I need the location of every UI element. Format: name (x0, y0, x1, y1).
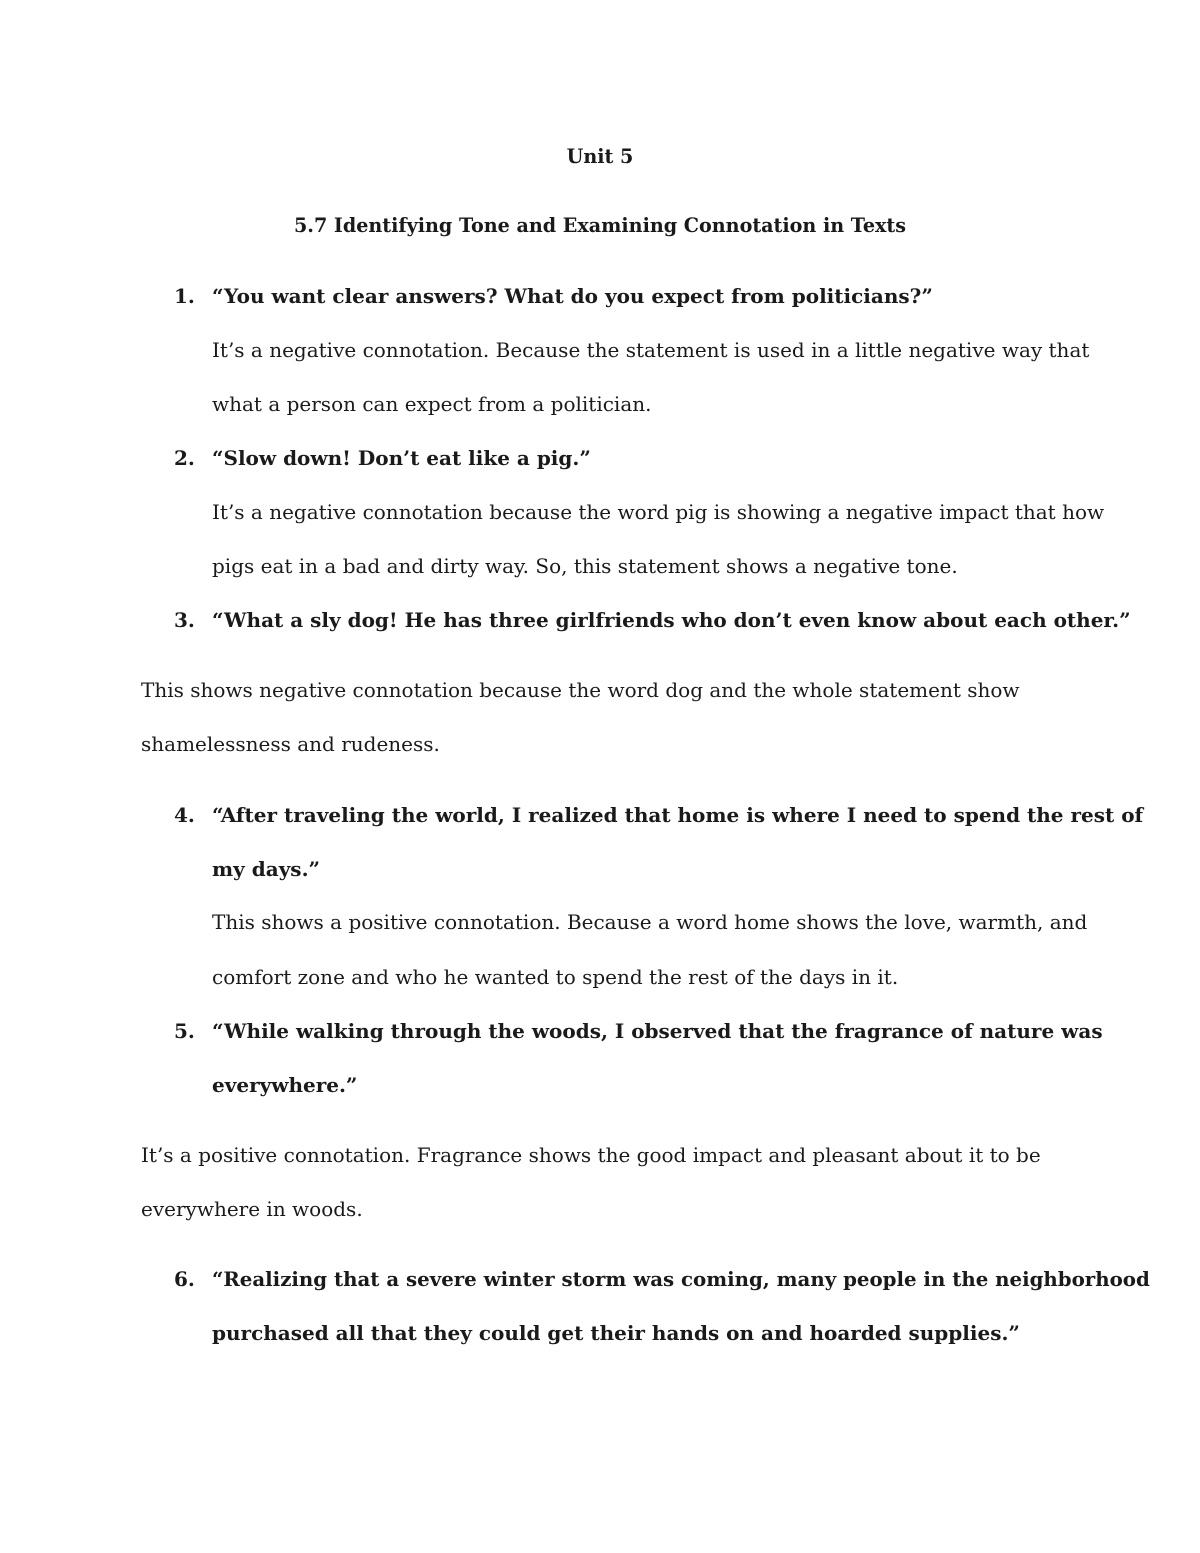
item-answer: This shows negative connotation because the word dog and the whole statement show (141, 678, 1020, 702)
item-quote: “After traveling the world, I realized that home is where I need to spend the rest of (212, 803, 1144, 827)
item-quote: “What a sly dog! He has three girlfriends who don’t even know about each other.” (212, 608, 1131, 632)
item-quote: purchased all that they could get their hands on and hoarded supplies.” (212, 1321, 1020, 1345)
item-answer: everywhere in woods. (141, 1197, 363, 1221)
item-number: 1. (174, 284, 195, 308)
item-quote: my days.” (212, 857, 321, 881)
item-number: 2. (174, 446, 195, 470)
item-number: 6. (174, 1267, 195, 1291)
item-quote: everywhere.” (212, 1073, 358, 1097)
item-answer: shamelessness and rudeness. (141, 732, 440, 756)
item-quote: “Realizing that a severe winter storm was coming, many people in the neighborhood (212, 1267, 1150, 1291)
item-answer: It’s a negative connotation. Because the statement is used in a little negative way that (212, 338, 1090, 362)
item-quote: “Slow down! Don’t eat like a pig.” (212, 446, 591, 470)
item-number: 5. (174, 1019, 195, 1043)
item-answer: what a person can expect from a politician. (212, 392, 652, 416)
item-quote: “While walking through the woods, I observed that the fragrance of nature was (212, 1019, 1103, 1043)
item-number: 4. (174, 803, 195, 827)
item-answer: comfort zone and who he wanted to spend the rest of the days in it. (212, 965, 899, 989)
item-answer: It’s a negative connotation because the word pig is showing a negative impact that how (212, 500, 1105, 524)
item-number: 3. (174, 608, 195, 632)
item-answer: It’s a positive connotation. Fragrance shows the good impact and pleasant about it to be (141, 1143, 1041, 1167)
item-answer: This shows a positive connotation. Because a word home shows the love, warmth, and (212, 910, 1088, 934)
page-subheading: 5.7 Identifying Tone and Examining Connotation in Texts (293, 214, 906, 237)
item-answer: pigs eat in a bad and dirty way. So, this statement shows a negative tone. (212, 554, 958, 578)
item-quote: “You want clear answers? What do you expect from politicians?” (212, 284, 933, 308)
page-heading: Unit 5 (566, 145, 634, 168)
